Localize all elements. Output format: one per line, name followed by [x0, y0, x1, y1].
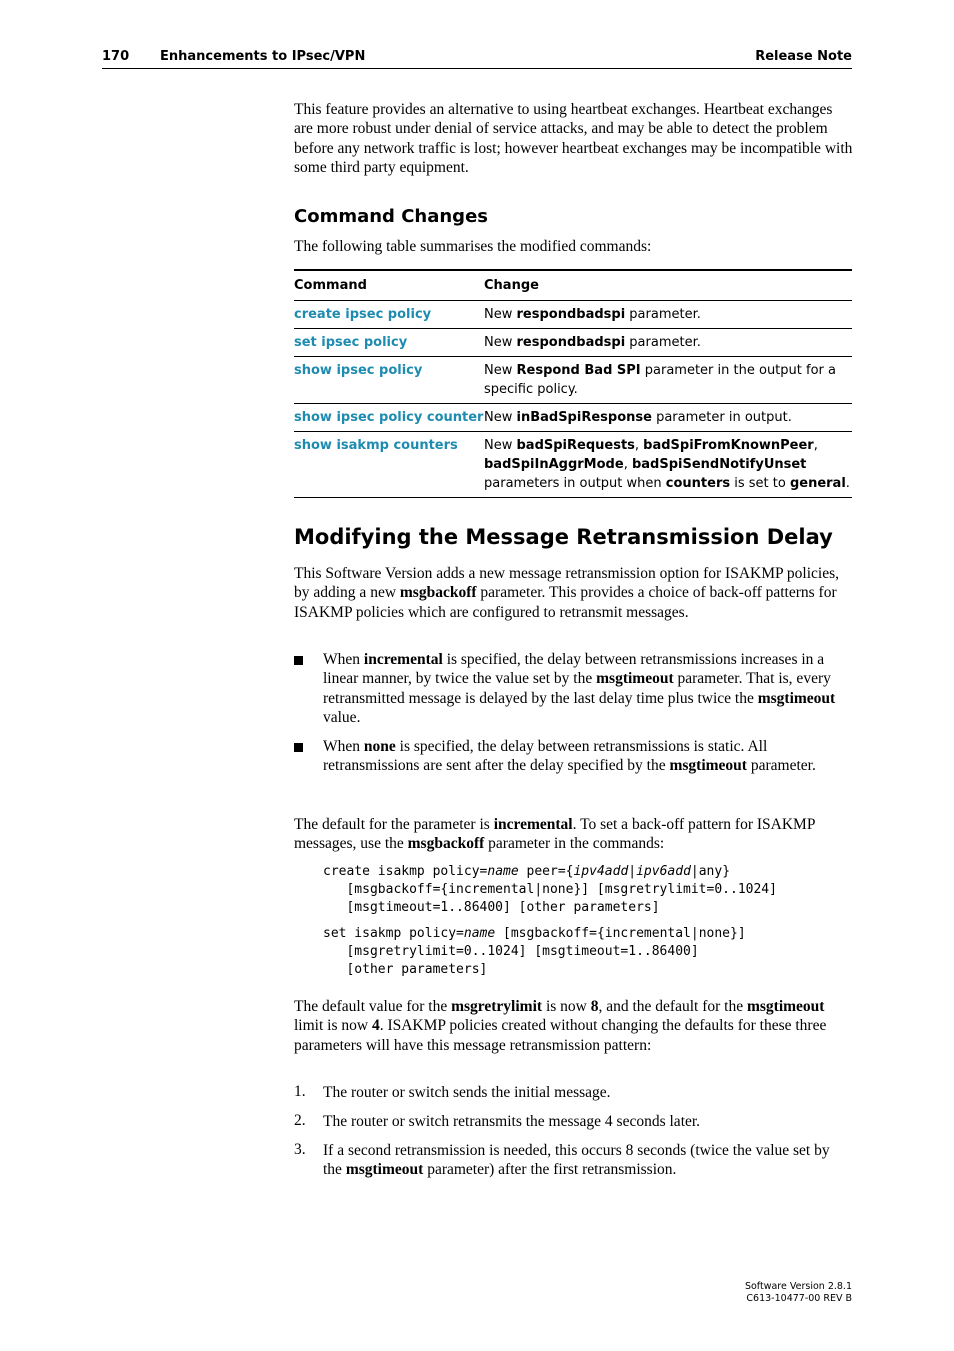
- code-create-isakmp: create isakmp policy=name peer={ipv4add|ipv6add|any} [msgbackoff={incremental|none}] [msgretrylimit=0..1024] [msgtimeout=1..86400] [other parameters]: [323, 864, 777, 915]
- change-cell: New Respond Bad SPI parameter in the output for a specific policy.: [484, 357, 852, 404]
- change-cell: New badSpiRequests, badSpiFromKnownPeer, badSpiInAggrMode, badSpiSendNotifyUnset parameters in output when counters is set to general.: [484, 432, 852, 498]
- code-set-isakmp: set isakmp policy=name [msgbackoff={incremental|none}] [msgretrylimit=0..1024] [msgtimeout=1..86400] [other parameters]: [323, 926, 746, 977]
- table-header-row: [294, 270, 852, 301]
- intro-paragraph: This feature provides an alternative to using heartbeat exchanges. Heartbeat exchanges are more robust under denial of service attacks, and may be able to detect the problem before any network traffic is lost; however heartbeat exchanges may be incompatible with some third party equipment.: [294, 101, 853, 176]
- column-header-command: Command: [294, 270, 484, 301]
- defaults-paragraph: The default value for the msgretrylimit is now 8, and the default for the msgtimeout limit is now 4. ISAKMP policies created without changing the defaults for these three parameters will have this message retransmission pattern:: [294, 998, 827, 1054]
- change-cell: New respondbadspi parameter.: [484, 301, 852, 329]
- retransmission-heading: Modifying the Message Retransmission Delay: [294, 525, 833, 549]
- command-changes-heading: Command Changes: [294, 206, 488, 227]
- document-revision: C613-10477-00 REV B: [746, 1293, 852, 1304]
- section-title: Enhancements to IPsec/VPN: [160, 49, 366, 64]
- command-link[interactable]: show ipsec policy counter: [294, 404, 484, 432]
- change-cell: New inBadSpiResponse parameter in output.: [484, 404, 852, 432]
- page-footer: [745, 1281, 852, 1305]
- table-intro: The following table summarises the modified commands:: [294, 238, 652, 255]
- command-link[interactable]: show isakmp counters: [294, 432, 484, 498]
- table-row: [294, 329, 852, 357]
- table-row: [294, 301, 852, 329]
- list-item: 1. The router or switch sends the initial message.: [294, 1083, 611, 1101]
- bullet-item-none: When none is specified, the delay between retransmissions is static. All retransmissions are sent after the delay specified by the msgtimeout parameter.: [294, 737, 852, 776]
- bullet-square-icon: [294, 656, 303, 665]
- table-row: [294, 432, 852, 498]
- change-cell: New respondbadspi parameter.: [484, 329, 852, 357]
- retransmission-intro: This Software Version adds a new message retransmission option for ISAKMP policies, by adding a new msgbackoff parameter. This provides a choice of back-off patterns for ISAKMP policies which are configured to retransmit messages.: [294, 565, 840, 621]
- table-row: [294, 404, 852, 432]
- command-changes-table: [294, 269, 852, 498]
- bullet-square-icon: [294, 743, 303, 752]
- list-item: 3. If a second retransmission is needed, this occurs 8 seconds (twice the value set by the msgtimeout parameter) after the first retransmission.: [294, 1141, 830, 1179]
- page-header: [102, 48, 852, 69]
- command-link[interactable]: show ipsec policy: [294, 357, 484, 404]
- list-item: 2. The router or switch retransmits the message 4 seconds later.: [294, 1112, 701, 1130]
- document-type: Release Note: [755, 49, 852, 64]
- command-link[interactable]: set ipsec policy: [294, 329, 484, 357]
- default-paragraph: The default for the parameter is incremental. To set a back-off pattern for ISAKMP messages, use the msgbackoff parameter in the commands:: [294, 816, 815, 853]
- column-header-change: Change: [484, 270, 852, 301]
- intro-block: [294, 100, 854, 177]
- page-number: 170: [102, 49, 130, 64]
- command-link[interactable]: create ipsec policy: [294, 301, 484, 329]
- software-version: Software Version 2.8.1: [744, 1281, 852, 1292]
- bullet-item-incremental: When incremental is specified, the delay between retransmissions increases in a linear manner, by twice the value set by the msgtimeout parameter. That is, every retransmitted message is delayed by the last delay time plus twice the msgtimeout value.: [294, 650, 852, 727]
- table-row: [294, 357, 852, 404]
